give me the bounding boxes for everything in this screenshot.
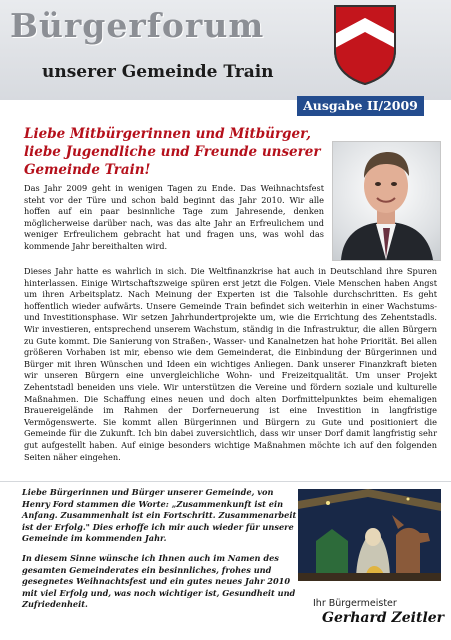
portrait-illustration (333, 142, 440, 260)
signature-name: Gerhard Zeitler (322, 610, 445, 626)
signature-role: Ihr Bürgermeister (313, 598, 397, 609)
nativity-image (298, 489, 441, 581)
issue-badge: Ausgabe II/2009 (297, 96, 424, 116)
coat-of-arms-icon (333, 4, 397, 86)
christmas-wishes: In diesem Sinne wünsche ich Ihnen auch im Namen des gesamten Gemeinderates ein besinnliches, frohes und gesegnetes Weihnachtsfest und ein gutes neues Jahr 2010 mit viel Erfolg und, was noch wichtiger ist, Gesundheit und Zufriedenheit. (22, 552, 296, 610)
masthead-title: Bürgerforum (10, 6, 265, 45)
article-body-text: Dieses Jahr hatte es wahrlich in sich. Die Weltfinanzkrise hat auch in Deutschland ihre Spuren hinterlassen. Einige Wirtschaftszweige spüren erst jetzt die Folgen. Viele Menschen haben Angst um ihren Arbeitsplatz. Nach Meinung der Experten ist die Talsohle durchschritten. Es geht hoffentlich wieder aufwärts. Unsere Gemeinde Train befindet sich weiterhin in einer Wachstums- und Investitionsphase. Wir setzen Jahrhundertprojekte um, wie die Errichtung des Zehentstadls. Wir investieren, entsprechend unserem Wachstum, ständig in die Infrastruktur, die allen Bürgern zu Gute kommt. Die Sanierung von Straßen-, Wasser- und Kanalnetzen hat hohe Priorität. Bei allen größeren Vorhaben ist mir, ebenso wie dem Gemeinderat, die Einbindung der Bürgerinnen und Bürger mit ihren Wünschen und Ideen ein wichtiges Anliegen. Dank unserer Finanzkraft bieten wir unseren Bürgern eine unvergleichliche Wohn- und Freizeitqualität. Um unser Projekt Zehentstadl beneiden uns viele. Wir unterstützen die Vereine und fördern soziale und kulturelle Maßnahmen. Die Schaffung eines neuen und doch alten Dorfmittelpunktes beim ehemaligen Brauereigelände im Rahmen der Dorferneuerung ist eine Investition in langfristige Vermögenswerte. Sie kommt allen Bürgerinnen und Bürgern zu Gute und positioniert die Gemeinde für die Zukunft. Ich bin dabei zuversichtlich, dass wir unser Dorf damit langfristig sehr gut aufgestellt haben. Auf einige besonders wichtige Maßnahmen möchte ich auf den folgenden Seiten näher eingehen. (24, 266, 437, 462)
section-divider (0, 481, 451, 482)
intro-text: Das Jahr 2009 geht in wenigen Tagen zu Ende. Das Weihnachtsfest steht vor der Türe und schon bald beginnt das Jahr 2010. Wir alle hoffen auf ein paar besinnliche Tage zum Jahresende, denken möglicherweise darüber nach, was das alte Jahr an Erfreulichem und weniger Erfreulichem gebracht hat und fragen uns, was wohl das kommende Jahr bereithalten wird. (24, 183, 324, 251)
mayor-portrait (332, 141, 441, 261)
closing-quote-box (22, 487, 300, 637)
masthead (0, 0, 451, 100)
henry-ford-quote: Liebe Bürgerinnen und Bürger unserer Gemeinde, von Henry Ford stammen die Worte: „Zusammenkunft ist ein Anfang. Zusammenhalt ist ein Fortschritt. Zusammenarbeit ist der Erfolg." Dies erhoffe ich mir auch wieder für unsere Gemeinde im kommenden Jahr. (22, 487, 297, 544)
masthead-subtitle: unserer Gemeinde Train (42, 62, 274, 82)
main-article (24, 266, 437, 463)
nativity-illustration (298, 489, 441, 581)
salutation-heading: Liebe Mitbürgerinnen und Mitbürger, liebe Jugendliche und Freunde unserer Gemeinde Train! (24, 126, 321, 178)
intro-paragraph (24, 183, 324, 253)
